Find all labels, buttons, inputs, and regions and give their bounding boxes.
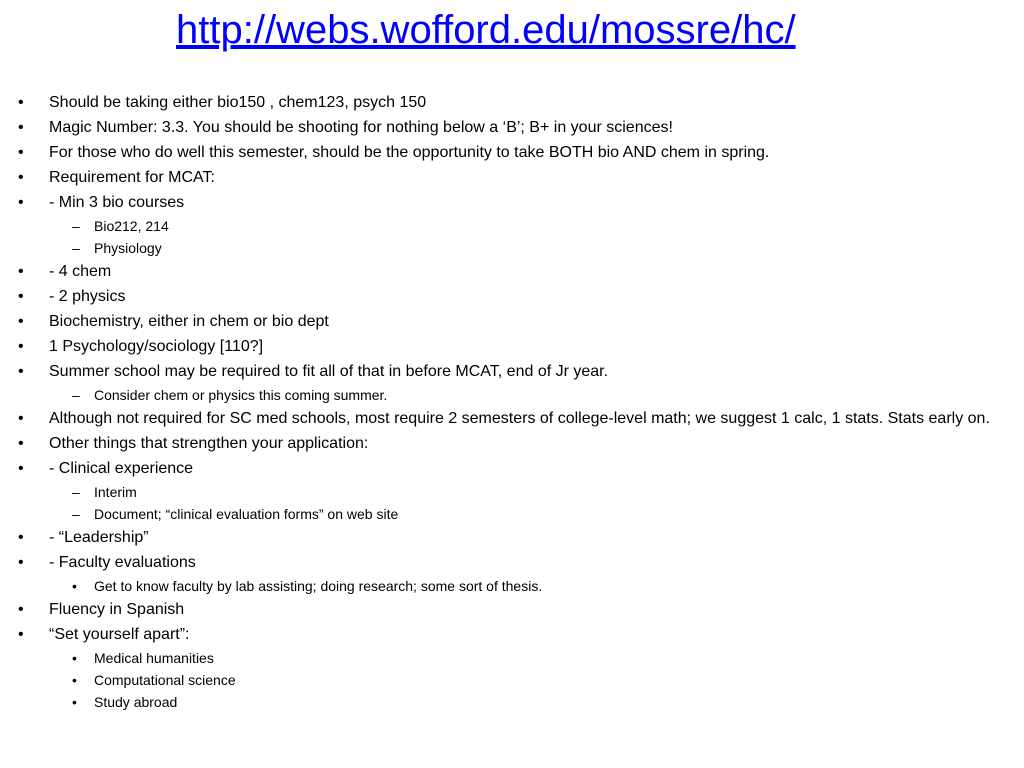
bullet-item <box>0 459 1024 479</box>
sub-bullet-item <box>0 240 1024 257</box>
bullet-marker: • <box>18 169 24 186</box>
bullet-marker: • <box>18 529 24 546</box>
sub-bullet-text: Medical humanities <box>94 650 214 666</box>
bullet-marker: • <box>18 626 24 643</box>
bullet-marker: • <box>18 554 24 571</box>
sub-bullet-text: Physiology <box>94 240 162 256</box>
bullet-item <box>0 93 1024 113</box>
sub-bullet-marker: • <box>72 578 77 594</box>
bullet-marker: • <box>18 119 24 136</box>
bullet-item <box>0 143 1024 163</box>
sub-bullet-item <box>0 578 1024 595</box>
bullet-item <box>0 312 1024 332</box>
bullet-marker: • <box>18 410 24 427</box>
bullet-marker: • <box>18 338 24 355</box>
bullet-item <box>0 553 1024 573</box>
bullet-text: Summer school may be required to fit all of that in before MCAT, end of Jr year. <box>49 363 609 380</box>
bullet-text: For those who do well this semester, should be the opportunity to take BOTH bio AND chem in spring. <box>49 144 770 161</box>
sub-bullet-marker: • <box>72 672 77 688</box>
bullet-item <box>0 287 1024 307</box>
bullet-text: Other things that strengthen your application: <box>49 435 369 452</box>
sub-bullet-item <box>0 484 1024 501</box>
bullet-item <box>0 362 1024 382</box>
sub-bullet-text: Consider chem or physics this coming summer. <box>94 387 388 403</box>
sub-bullet-item <box>0 672 1024 689</box>
sub-bullet-marker: • <box>72 650 77 666</box>
bullet-item <box>0 193 1024 213</box>
bullet-item <box>0 118 1024 138</box>
bullet-marker: • <box>18 601 24 618</box>
bullet-item <box>0 409 1024 429</box>
bullet-marker: • <box>18 263 24 280</box>
bullet-text: Requirement for MCAT: <box>49 169 215 186</box>
sub-bullet-item <box>0 218 1024 235</box>
bullet-marker: • <box>18 363 24 380</box>
sub-bullet-item <box>0 387 1024 404</box>
sub-bullet-text: Bio212, 214 <box>94 218 169 234</box>
bullet-text: Fluency in Spanish <box>49 601 185 618</box>
bullet-item <box>0 528 1024 548</box>
sub-bullet-marker: • <box>72 694 77 710</box>
sub-bullet-item <box>0 506 1024 523</box>
sub-bullet-text: Study abroad <box>94 694 178 710</box>
sub-bullet-marker: – <box>72 506 80 522</box>
bullet-marker: • <box>18 144 24 161</box>
slide-title-link[interactable]: http://webs.wofford.edu/mossre/hc/ <box>176 8 796 52</box>
bullet-item <box>0 600 1024 620</box>
sub-bullet-text: Interim <box>94 484 137 500</box>
bullet-text: Biochemistry, either in chem or bio dept <box>49 313 329 330</box>
sub-bullet-marker: – <box>72 387 80 403</box>
bullet-text: - Clinical experience <box>49 460 194 477</box>
bullet-marker: • <box>18 288 24 305</box>
sub-bullet-item <box>0 694 1024 711</box>
bullet-text: - 4 chem <box>49 263 112 280</box>
bullet-marker: • <box>18 313 24 330</box>
sub-bullet-text: Get to know faculty by lab assisting; doing research; some sort of thesis. <box>94 578 543 594</box>
sub-bullet-item <box>0 650 1024 667</box>
sub-bullet-text: Document; “clinical evaluation forms” on web site <box>94 506 399 522</box>
bullet-text: - Min 3 bio courses <box>49 194 185 211</box>
bullet-item <box>0 434 1024 454</box>
bullet-marker: • <box>18 194 24 211</box>
bullet-text: “Set yourself apart”: <box>49 626 190 643</box>
bullet-item <box>0 168 1024 188</box>
bullet-text: Magic Number: 3.3. You should be shooting for nothing below a ‘B’; B+ in your sciences! <box>49 119 673 136</box>
sub-bullet-marker: – <box>72 218 80 234</box>
bullet-text: 1 Psychology/sociology [110?] <box>49 338 264 355</box>
sub-bullet-marker: – <box>72 240 80 256</box>
sub-bullet-text: Computational science <box>94 672 236 688</box>
bullet-marker: • <box>18 460 24 477</box>
bullet-text: - 2 physics <box>49 288 126 305</box>
bullet-marker: • <box>18 435 24 452</box>
bullet-item <box>0 262 1024 282</box>
bullet-text: - Faculty evaluations <box>49 554 196 571</box>
bullet-text: Should be taking either bio150 , chem123, psych 150 <box>49 94 427 111</box>
bullet-text: Although not required for SC med schools, most require 2 semesters of college-level math; we suggest 1 calc, 1 stats. Stats early on. <box>49 410 990 427</box>
bullet-item <box>0 337 1024 357</box>
sub-bullet-marker: – <box>72 484 80 500</box>
bullet-marker: • <box>18 94 24 111</box>
bullet-text: - “Leadership” <box>49 529 149 546</box>
bullet-list <box>0 88 1024 711</box>
bullet-item <box>0 625 1024 645</box>
